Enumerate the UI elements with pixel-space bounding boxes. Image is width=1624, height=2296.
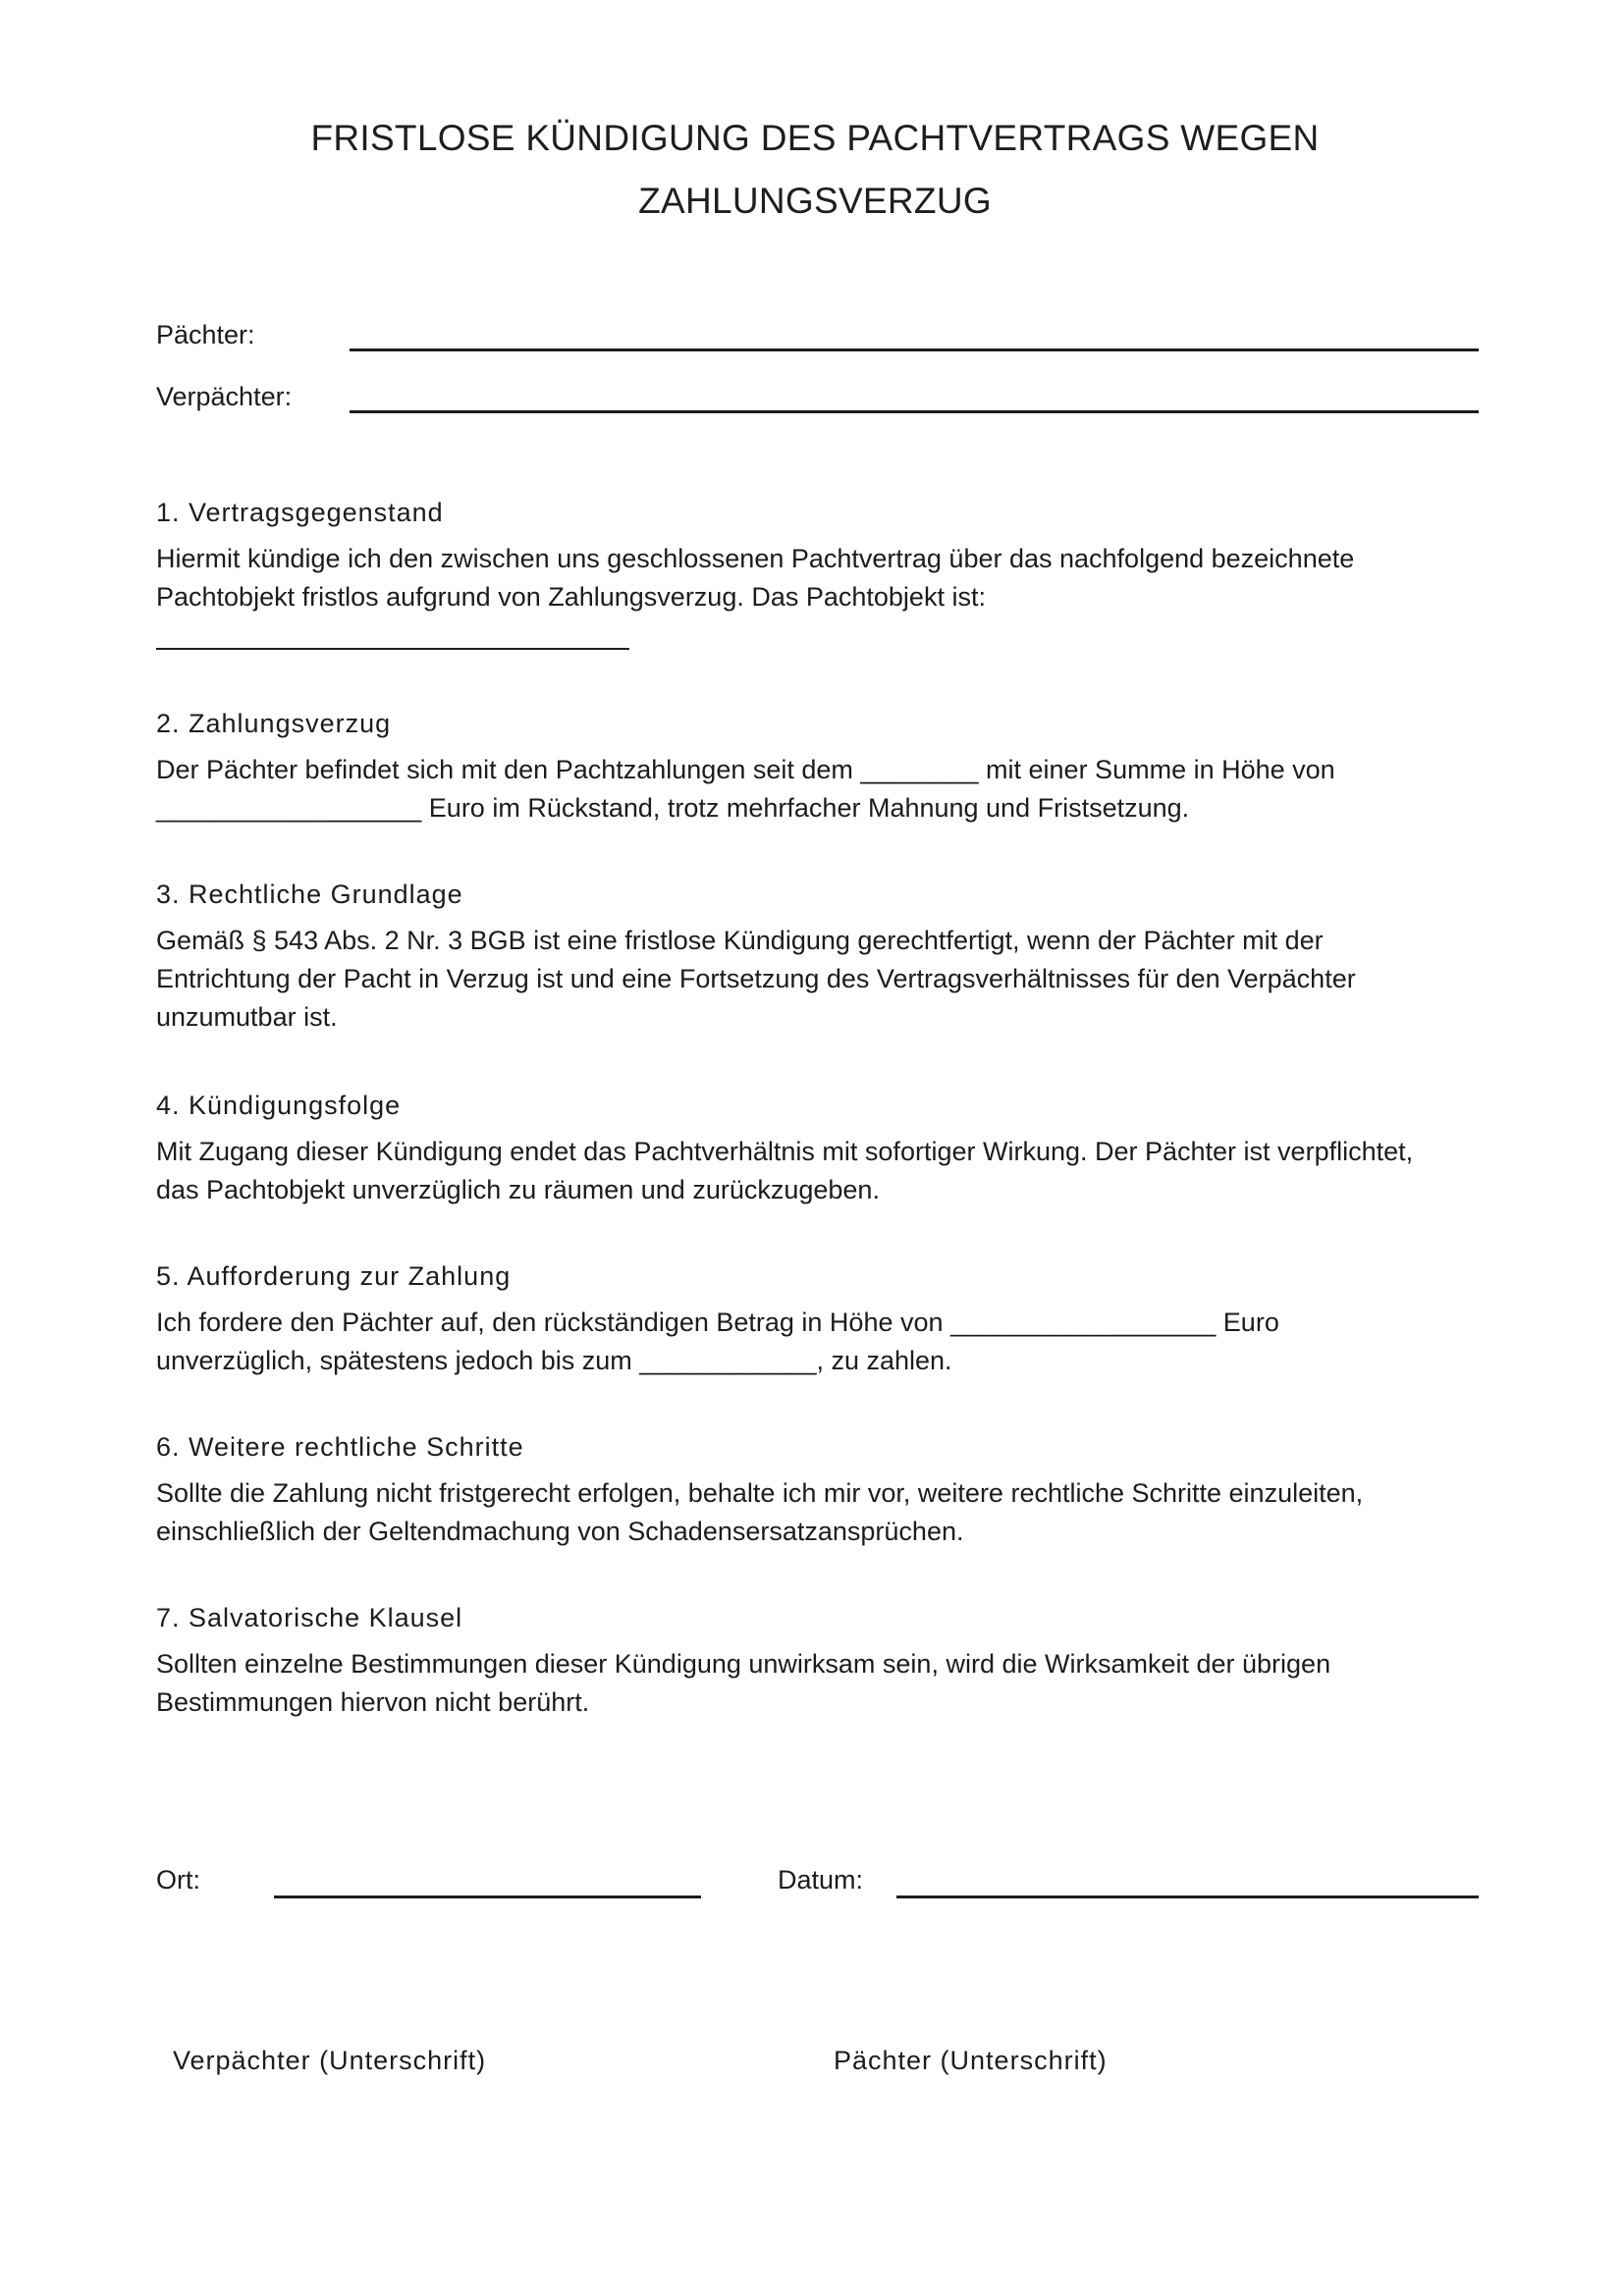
section-1-line-2: Pachtobjekt fristlos aufgrund von Zahlungsverzug. Das Pachtobjekt ist:	[156, 582, 986, 612]
section-6-line-2: einschließlich der Geltendmachung von Schadensersatzansprüchen.	[156, 1517, 964, 1546]
section-4-line-2: das Pachtobjekt unverzüglich zu räumen und zurückzugeben.	[156, 1175, 880, 1204]
section-4-line-1: Mit Zugang dieser Kündigung endet das Pachtverhältnis mit sofortiger Wirkung. Der Pächter ist verpflichtet,	[156, 1137, 1414, 1166]
section-1-line-1: Hiermit kündige ich den zwischen uns geschlossenen Pachtvertrag über das nachfolgend bezeichnete	[156, 544, 1355, 573]
document-title-line-1: FRISTLOSE KÜNDIGUNG DES PACHTVERTRAGS WEGEN	[310, 118, 1320, 158]
section-6-line-1: Sollte die Zahlung nicht fristgerecht erfolgen, behalte ich mir vor, weitere rechtliche Schritte einzuleiten,	[156, 1478, 1364, 1508]
section-3-line-1: Gemäß § 543 Abs. 2 Nr. 3 BGB ist eine fristlose Kündigung gerechtfertigt, wenn der Pächter mit der	[156, 926, 1324, 955]
tenant-label: Pächter:	[156, 320, 255, 349]
place-field-line[interactable]	[274, 1896, 701, 1898]
section-5-text	[156, 1304, 1279, 1380]
place-label: Ort:	[156, 1865, 200, 1895]
section-7-line-1: Sollten einzelne Bestimmungen dieser Kündigung unwirksam sein, wird die Wirksamkeit der übrigen	[156, 1649, 1331, 1679]
section-7-text	[156, 1645, 1330, 1722]
section-2-line-2: __________________ Euro im Rückstand, trotz mehrfacher Mahnung und Fristsetzung.	[156, 793, 1190, 823]
section-6-text	[156, 1474, 1363, 1551]
landlord-name-line[interactable]	[350, 410, 1479, 413]
section-3-heading: 3. Rechtliche Grundlage	[156, 880, 463, 909]
tenant-name-line[interactable]	[350, 348, 1479, 351]
section-5-line-2: unverzüglich, spätestens jedoch bis zum ____________, zu zahlen.	[156, 1346, 952, 1375]
tenant-signature-label: Pächter (Unterschrift)	[834, 2046, 1108, 2075]
landlord-label: Verpächter:	[156, 382, 293, 411]
date-label: Datum:	[778, 1865, 864, 1895]
section-3-line-2: Entrichtung der Pacht in Verzug ist und eine Fortsetzung des Vertragsverhältnisses für den Verpächter	[156, 964, 1356, 993]
section-1-text	[156, 540, 1354, 616]
section-4-heading: 4. Kündigungsfolge	[156, 1091, 402, 1120]
section-2-line-1: Der Pächter befindet sich mit den Pachtzahlungen seit dem ________ mit einer Summe in Höhe von	[156, 755, 1335, 784]
section-7-line-2: Bestimmungen hiervon nicht berührt.	[156, 1687, 590, 1717]
section-2-heading: 2. Zahlungsverzug	[156, 709, 392, 738]
section-4-text	[156, 1133, 1413, 1209]
section-5-heading: 5. Aufforderung zur Zahlung	[156, 1261, 512, 1291]
date-field-line[interactable]	[896, 1896, 1479, 1898]
section-6-heading: 6. Weitere rechtliche Schritte	[156, 1432, 524, 1462]
section-7-heading: 7. Salvatorische Klausel	[156, 1603, 463, 1632]
landlord-signature-label: Verpächter (Unterschrift)	[173, 2046, 487, 2075]
section-3-line-3: unzumutbar ist.	[156, 1002, 338, 1032]
section-1-heading: 1. Vertragsgegenstand	[156, 498, 444, 527]
section-3-text	[156, 922, 1356, 1037]
lease-object-blank-line[interactable]	[156, 648, 629, 650]
section-5-line-1: Ich fordere den Pächter auf, den rückständigen Betrag in Höhe von __________________ Euro	[156, 1308, 1279, 1337]
document-title-line-2: ZAHLUNGSVERZUG	[638, 181, 992, 221]
section-2-text	[156, 751, 1335, 828]
